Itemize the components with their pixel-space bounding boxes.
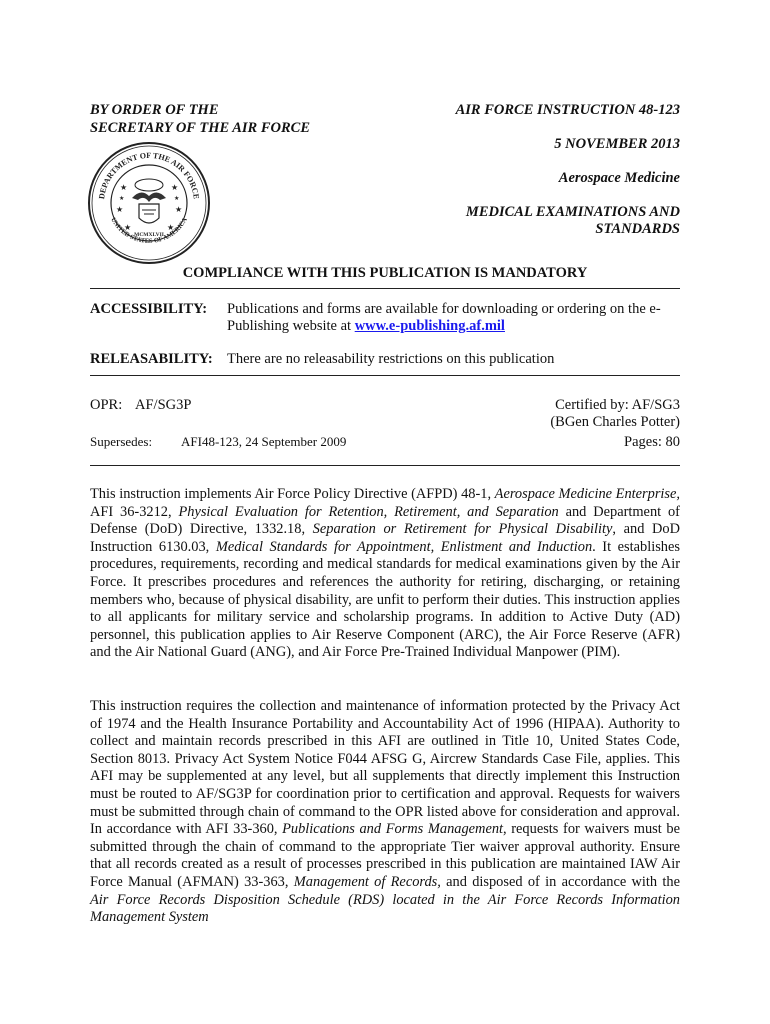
rule-top <box>90 288 680 289</box>
seal-ring-text-top: DEPARTMENT OF THE AIR FORCE <box>97 150 201 200</box>
opr-value: AF/SG3P <box>135 397 192 413</box>
paragraph-1: This instruction implements Air Force Policy Directive (AFPD) 48-1, Aerospace Medicine Enterprise, AFI 36-3212, Physical Evaluation for Retention, Retirement, and Separation and Department of Defense (DoD) Directive, 1332.18, Separation or Retirement for Physical Disability, and DoD Instruction 6130.03, Medical Standards for Appointment, Enlistment and Induction. It establishes procedures, requirements, recording and medical standards for medical examinations given by the Air Force. It prescribes procedures and references the authority for retiring, discharging, or retaining members who, because of physical disability, are unfit to perform their duties. This instruction applies to all applicants for military service and scholarship programs. In addition to Active Duty (AD) personnel, this publication applies to Air Reserve Component (ARC), the Air Force Reserve (AFR) and the Air National Guard (ANG), and Air Force Pre-Trained Individual Manpower (PIM). <box>90 486 680 661</box>
accessibility-text-line-2 <box>227 318 505 335</box>
supersedes-label: Supersedes: <box>90 434 153 449</box>
svg-text:★: ★ <box>174 196 180 202</box>
svg-text:★: ★ <box>116 205 124 214</box>
rule-bottom <box>90 465 680 466</box>
order-line-1: BY ORDER OF THE <box>90 102 219 118</box>
svg-text:★: ★ <box>171 183 179 192</box>
seal-ring-text-bottom: UNITED STATES OF AMERICA <box>109 216 189 245</box>
svg-text:★: ★ <box>119 196 125 202</box>
certifier-name: (BGen Charles Potter) <box>550 414 680 430</box>
opr-label: OPR: <box>90 397 123 413</box>
svg-text:★: ★ <box>167 223 175 232</box>
rule-middle <box>90 375 680 376</box>
paragraph-2: This instruction requires the collection and maintenance of information protected by the Privacy Act of 1974 and the Health Insurance Portability and Accountability Act of 1996 (HIPAA). Authority to collect and maintain records prescribed in this AFI are outlined in Title 10, United States Code, Section 8013. Privacy Act System Notice F044 AFSG G, Aircrew Standards Case File, applies. This AFI may be supplemented at any level, but all supplements that directly implement this Instruction must be routed to AF/SG3P for coordination prior to certification and approval. Requests for waivers must be submitted through chain of command to the OPR listed above for consideration and approval. In accordance with AFI 33-360, Publications and Forms Management, requests for waivers must be submitted through the chain of command to the appropriate Tier waiver approval authority. Ensure that all records created as a result of processes prescribed in this publication are maintained IAW Air Force Manual (AFMAN) 33-363, Management of Records, and disposed of in accordance with the Air Force Records Disposition Schedule (RDS) located in the Air Force Records Information Management System <box>90 698 680 926</box>
svg-text:★: ★ <box>120 183 128 192</box>
supersedes-value: AFI48-123, 24 September 2009 <box>181 434 347 449</box>
compliance-statement: COMPLIANCE WITH THIS PUBLICATION IS MANDATORY <box>182 265 588 281</box>
publication-date: 5 NOVEMBER 2013 <box>554 136 680 152</box>
air-force-seal-icon <box>86 140 212 266</box>
releasability-text: There are no releasability restrictions on this publication <box>227 351 555 367</box>
order-line-2: SECRETARY OF THE AIR FORCE <box>90 120 310 136</box>
e-publishing-link[interactable]: www.e-publishing.af.mil <box>354 318 505 334</box>
accessibility-text-line-1: Publications and forms are available for downloading or ordering on the e- <box>227 301 661 317</box>
accessibility-prefix: Publishing website at <box>227 318 355 334</box>
seal-year: MCMXLVII <box>134 232 164 238</box>
publication-category: Aerospace Medicine <box>558 170 680 186</box>
svg-text:★: ★ <box>175 205 183 214</box>
certified-by: Certified by: AF/SG3 <box>555 397 680 413</box>
publication-title-line-1: MEDICAL EXAMINATIONS AND <box>465 204 680 220</box>
accessibility-label: ACCESSIBILITY: <box>90 301 208 317</box>
publication-title-line-2: STANDARDS <box>595 221 680 237</box>
svg-text:★: ★ <box>124 223 132 232</box>
page-count: Pages: 80 <box>624 434 680 450</box>
releasability-label: RELEASABILITY: <box>90 351 213 367</box>
instruction-number: AIR FORCE INSTRUCTION 48-123 <box>455 102 680 118</box>
